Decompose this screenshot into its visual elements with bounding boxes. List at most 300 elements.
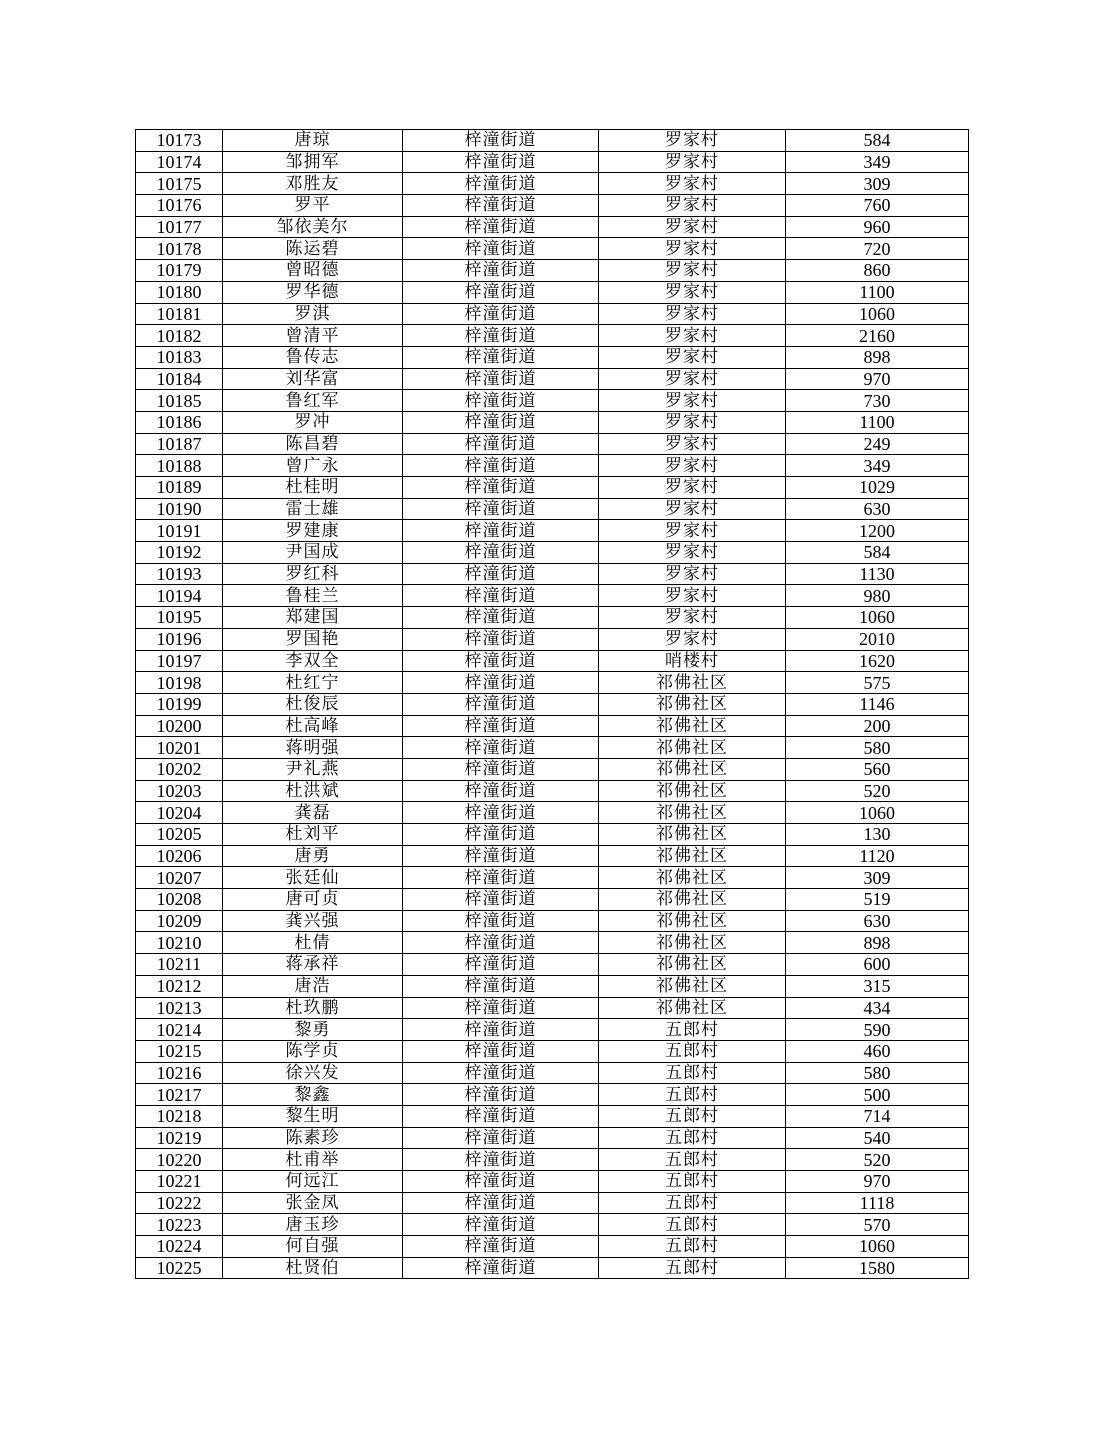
- name-cell: 曾昭德: [223, 260, 403, 282]
- village-cell: 罗家村: [599, 281, 786, 303]
- table-row: [136, 975, 969, 997]
- village-cell: 祁佛社区: [599, 889, 786, 911]
- subdistrict-cell: 梓潼街道: [403, 975, 599, 997]
- amount-cell: 584: [786, 130, 969, 152]
- row-id-cell: 10201: [136, 737, 223, 759]
- name-cell: 杜贤伯: [223, 1257, 403, 1279]
- name-cell: 尹礼燕: [223, 758, 403, 780]
- table-row: [136, 715, 969, 737]
- subdistrict-cell: 梓潼街道: [403, 455, 599, 477]
- amount-cell: 730: [786, 390, 969, 412]
- row-id-cell: 10219: [136, 1127, 223, 1149]
- name-cell: 邹依美尔: [223, 216, 403, 238]
- row-id-cell: 10209: [136, 910, 223, 932]
- name-cell: 陈运碧: [223, 238, 403, 260]
- table-row: [136, 1019, 969, 1041]
- amount-cell: 309: [786, 173, 969, 195]
- table-row: [136, 737, 969, 759]
- table-row: [136, 1214, 969, 1236]
- village-cell: 罗家村: [599, 151, 786, 173]
- table-row: [136, 173, 969, 195]
- amount-cell: 560: [786, 758, 969, 780]
- name-cell: 罗国艳: [223, 628, 403, 650]
- row-id-cell: 10178: [136, 238, 223, 260]
- amount-cell: 460: [786, 1040, 969, 1062]
- subdistrict-cell: 梓潼街道: [403, 758, 599, 780]
- village-cell: 祁佛社区: [599, 997, 786, 1019]
- subdistrict-cell: 梓潼街道: [403, 433, 599, 455]
- village-cell: 哨楼村: [599, 650, 786, 672]
- name-cell: 尹国成: [223, 542, 403, 564]
- amount-cell: 760: [786, 195, 969, 217]
- village-cell: 罗家村: [599, 260, 786, 282]
- subdistrict-cell: 梓潼街道: [403, 368, 599, 390]
- subdistrict-cell: 梓潼街道: [403, 1257, 599, 1279]
- amount-cell: 349: [786, 455, 969, 477]
- name-cell: 李双全: [223, 650, 403, 672]
- row-id-cell: 10224: [136, 1236, 223, 1258]
- row-id-cell: 10203: [136, 780, 223, 802]
- village-cell: 祁佛社区: [599, 954, 786, 976]
- amount-cell: 349: [786, 151, 969, 173]
- table-row: [136, 1149, 969, 1171]
- amount-cell: 315: [786, 975, 969, 997]
- village-cell: 罗家村: [599, 477, 786, 499]
- table-row: [136, 932, 969, 954]
- village-cell: 祁佛社区: [599, 758, 786, 780]
- subdistrict-cell: 梓潼街道: [403, 325, 599, 347]
- subdistrict-cell: 梓潼街道: [403, 997, 599, 1019]
- row-id-cell: 10195: [136, 607, 223, 629]
- row-id-cell: 10177: [136, 216, 223, 238]
- subdistrict-cell: 梓潼街道: [403, 1149, 599, 1171]
- amount-cell: 2160: [786, 325, 969, 347]
- subdistrict-cell: 梓潼街道: [403, 802, 599, 824]
- amount-cell: 630: [786, 498, 969, 520]
- table-row: [136, 954, 969, 976]
- amount-cell: 570: [786, 1214, 969, 1236]
- data-table: [135, 129, 969, 1279]
- village-cell: 五郎村: [599, 1105, 786, 1127]
- row-id-cell: 10181: [136, 303, 223, 325]
- amount-cell: 898: [786, 346, 969, 368]
- row-id-cell: 10200: [136, 715, 223, 737]
- table-row: [136, 628, 969, 650]
- subdistrict-cell: 梓潼街道: [403, 845, 599, 867]
- amount-cell: 519: [786, 889, 969, 911]
- name-cell: 唐琼: [223, 130, 403, 152]
- amount-cell: 1060: [786, 607, 969, 629]
- table-row: [136, 693, 969, 715]
- row-id-cell: 10204: [136, 802, 223, 824]
- table-row: [136, 1040, 969, 1062]
- name-cell: 陈昌碧: [223, 433, 403, 455]
- row-id-cell: 10199: [136, 693, 223, 715]
- name-cell: 鲁传志: [223, 346, 403, 368]
- row-id-cell: 10222: [136, 1192, 223, 1214]
- table-row: [136, 433, 969, 455]
- amount-cell: 980: [786, 585, 969, 607]
- name-cell: 黎鑫: [223, 1084, 403, 1106]
- name-cell: 蒋承祥: [223, 954, 403, 976]
- village-cell: 罗家村: [599, 303, 786, 325]
- name-cell: 黎勇: [223, 1019, 403, 1041]
- subdistrict-cell: 梓潼街道: [403, 260, 599, 282]
- village-cell: 五郎村: [599, 1040, 786, 1062]
- name-cell: 张金凤: [223, 1192, 403, 1214]
- amount-cell: 1060: [786, 802, 969, 824]
- name-cell: 杜倩: [223, 932, 403, 954]
- amount-cell: 714: [786, 1105, 969, 1127]
- village-cell: 祁佛社区: [599, 715, 786, 737]
- row-id-cell: 10188: [136, 455, 223, 477]
- village-cell: 罗家村: [599, 173, 786, 195]
- amount-cell: 590: [786, 1019, 969, 1041]
- name-cell: 唐玉珍: [223, 1214, 403, 1236]
- village-cell: 罗家村: [599, 628, 786, 650]
- table-row: [136, 1084, 969, 1106]
- amount-cell: 898: [786, 932, 969, 954]
- amount-cell: 520: [786, 780, 969, 802]
- row-id-cell: 10184: [136, 368, 223, 390]
- table-row: [136, 260, 969, 282]
- amount-cell: 540: [786, 1127, 969, 1149]
- row-id-cell: 10212: [136, 975, 223, 997]
- row-id-cell: 10191: [136, 520, 223, 542]
- village-cell: 罗家村: [599, 368, 786, 390]
- row-id-cell: 10185: [136, 390, 223, 412]
- amount-cell: 200: [786, 715, 969, 737]
- table-row: [136, 520, 969, 542]
- row-id-cell: 10216: [136, 1062, 223, 1084]
- table-row: [136, 216, 969, 238]
- row-id-cell: 10182: [136, 325, 223, 347]
- subdistrict-cell: 梓潼街道: [403, 411, 599, 433]
- subdistrict-cell: 梓潼街道: [403, 954, 599, 976]
- amount-cell: 1146: [786, 693, 969, 715]
- row-id-cell: 10175: [136, 173, 223, 195]
- name-cell: 黎生明: [223, 1105, 403, 1127]
- row-id-cell: 10206: [136, 845, 223, 867]
- amount-cell: 249: [786, 433, 969, 455]
- row-id-cell: 10208: [136, 889, 223, 911]
- village-cell: 罗家村: [599, 607, 786, 629]
- village-cell: 罗家村: [599, 563, 786, 585]
- village-cell: 五郎村: [599, 1171, 786, 1193]
- village-cell: 五郎村: [599, 1062, 786, 1084]
- subdistrict-cell: 梓潼街道: [403, 151, 599, 173]
- name-cell: 龚磊: [223, 802, 403, 824]
- subdistrict-cell: 梓潼街道: [403, 542, 599, 564]
- village-cell: 祁佛社区: [599, 672, 786, 694]
- name-cell: 何自强: [223, 1236, 403, 1258]
- row-id-cell: 10190: [136, 498, 223, 520]
- village-cell: 祁佛社区: [599, 737, 786, 759]
- village-cell: 罗家村: [599, 455, 786, 477]
- subdistrict-cell: 梓潼街道: [403, 346, 599, 368]
- amount-cell: 1100: [786, 411, 969, 433]
- row-id-cell: 10187: [136, 433, 223, 455]
- subdistrict-cell: 梓潼街道: [403, 563, 599, 585]
- subdistrict-cell: 梓潼街道: [403, 780, 599, 802]
- table-row: [136, 477, 969, 499]
- row-id-cell: 10202: [136, 758, 223, 780]
- row-id-cell: 10194: [136, 585, 223, 607]
- name-cell: 刘华富: [223, 368, 403, 390]
- subdistrict-cell: 梓潼街道: [403, 281, 599, 303]
- row-id-cell: 10183: [136, 346, 223, 368]
- subdistrict-cell: 梓潼街道: [403, 910, 599, 932]
- subdistrict-cell: 梓潼街道: [403, 889, 599, 911]
- amount-cell: 970: [786, 1171, 969, 1193]
- row-id-cell: 10205: [136, 824, 223, 846]
- table-row: [136, 1127, 969, 1149]
- table-row: [136, 498, 969, 520]
- amount-cell: 1200: [786, 520, 969, 542]
- table-row: [136, 346, 969, 368]
- name-cell: 罗平: [223, 195, 403, 217]
- village-cell: 五郎村: [599, 1084, 786, 1106]
- village-cell: 祁佛社区: [599, 824, 786, 846]
- table-row: [136, 563, 969, 585]
- amount-cell: 1120: [786, 845, 969, 867]
- name-cell: 罗冲: [223, 411, 403, 433]
- table-row: [136, 585, 969, 607]
- village-cell: 五郎村: [599, 1192, 786, 1214]
- name-cell: 鲁桂兰: [223, 585, 403, 607]
- village-cell: 罗家村: [599, 238, 786, 260]
- name-cell: 何远江: [223, 1171, 403, 1193]
- amount-cell: 580: [786, 737, 969, 759]
- amount-cell: 1118: [786, 1192, 969, 1214]
- table-row: [136, 281, 969, 303]
- village-cell: 五郎村: [599, 1236, 786, 1258]
- subdistrict-cell: 梓潼街道: [403, 824, 599, 846]
- table-row: [136, 1236, 969, 1258]
- amount-cell: 575: [786, 672, 969, 694]
- table-row: [136, 889, 969, 911]
- amount-cell: 1029: [786, 477, 969, 499]
- village-cell: 祁佛社区: [599, 975, 786, 997]
- row-id-cell: 10207: [136, 867, 223, 889]
- amount-cell: 970: [786, 368, 969, 390]
- table-row: [136, 455, 969, 477]
- subdistrict-cell: 梓潼街道: [403, 1019, 599, 1041]
- row-id-cell: 10176: [136, 195, 223, 217]
- village-cell: 五郎村: [599, 1019, 786, 1041]
- row-id-cell: 10210: [136, 932, 223, 954]
- table-row: [136, 542, 969, 564]
- name-cell: 杜红宁: [223, 672, 403, 694]
- village-cell: 罗家村: [599, 585, 786, 607]
- village-cell: 罗家村: [599, 542, 786, 564]
- village-cell: 罗家村: [599, 325, 786, 347]
- subdistrict-cell: 梓潼街道: [403, 195, 599, 217]
- amount-cell: 1580: [786, 1257, 969, 1279]
- name-cell: 陈素珍: [223, 1127, 403, 1149]
- row-id-cell: 10179: [136, 260, 223, 282]
- subdistrict-cell: 梓潼街道: [403, 520, 599, 542]
- subdistrict-cell: 梓潼街道: [403, 650, 599, 672]
- row-id-cell: 10198: [136, 672, 223, 694]
- village-cell: 罗家村: [599, 390, 786, 412]
- name-cell: 邹拥军: [223, 151, 403, 173]
- name-cell: 杜洪斌: [223, 780, 403, 802]
- subdistrict-cell: 梓潼街道: [403, 1192, 599, 1214]
- village-cell: 五郎村: [599, 1214, 786, 1236]
- name-cell: 曾清平: [223, 325, 403, 347]
- subdistrict-cell: 梓潼街道: [403, 390, 599, 412]
- table-row: [136, 1105, 969, 1127]
- subdistrict-cell: 梓潼街道: [403, 607, 599, 629]
- subdistrict-cell: 梓潼街道: [403, 1105, 599, 1127]
- amount-cell: 580: [786, 1062, 969, 1084]
- village-cell: 罗家村: [599, 498, 786, 520]
- village-cell: 祁佛社区: [599, 910, 786, 932]
- row-id-cell: 10214: [136, 1019, 223, 1041]
- village-cell: 五郎村: [599, 1127, 786, 1149]
- name-cell: 杜俊辰: [223, 693, 403, 715]
- amount-cell: 2010: [786, 628, 969, 650]
- village-cell: 祁佛社区: [599, 802, 786, 824]
- table-row: [136, 151, 969, 173]
- subdistrict-cell: 梓潼街道: [403, 216, 599, 238]
- amount-cell: 1620: [786, 650, 969, 672]
- table-row: [136, 672, 969, 694]
- name-cell: 罗华德: [223, 281, 403, 303]
- row-id-cell: 10189: [136, 477, 223, 499]
- subdistrict-cell: 梓潼街道: [403, 1127, 599, 1149]
- village-cell: 祁佛社区: [599, 845, 786, 867]
- name-cell: 杜甫举: [223, 1149, 403, 1171]
- name-cell: 杜桂明: [223, 477, 403, 499]
- amount-cell: 1060: [786, 303, 969, 325]
- row-id-cell: 10221: [136, 1171, 223, 1193]
- name-cell: 罗建康: [223, 520, 403, 542]
- name-cell: 杜刘平: [223, 824, 403, 846]
- amount-cell: 309: [786, 867, 969, 889]
- name-cell: 罗淇: [223, 303, 403, 325]
- village-cell: 五郎村: [599, 1149, 786, 1171]
- village-cell: 祁佛社区: [599, 932, 786, 954]
- name-cell: 唐浩: [223, 975, 403, 997]
- table-row: [136, 411, 969, 433]
- name-cell: 邓胜友: [223, 173, 403, 195]
- subdistrict-cell: 梓潼街道: [403, 932, 599, 954]
- subdistrict-cell: 梓潼街道: [403, 1040, 599, 1062]
- village-cell: 祁佛社区: [599, 867, 786, 889]
- name-cell: 陈学贞: [223, 1040, 403, 1062]
- table-row: [136, 758, 969, 780]
- name-cell: 唐勇: [223, 845, 403, 867]
- village-cell: 罗家村: [599, 411, 786, 433]
- name-cell: 杜高峰: [223, 715, 403, 737]
- name-cell: 徐兴发: [223, 1062, 403, 1084]
- table-row: [136, 303, 969, 325]
- subdistrict-cell: 梓潼街道: [403, 173, 599, 195]
- village-cell: 罗家村: [599, 520, 786, 542]
- name-cell: 唐可贞: [223, 889, 403, 911]
- amount-cell: 1060: [786, 1236, 969, 1258]
- amount-cell: 500: [786, 1084, 969, 1106]
- table-row: [136, 238, 969, 260]
- subdistrict-cell: 梓潼街道: [403, 672, 599, 694]
- subdistrict-cell: 梓潼街道: [403, 737, 599, 759]
- amount-cell: 130: [786, 824, 969, 846]
- row-id-cell: 10213: [136, 997, 223, 1019]
- row-id-cell: 10225: [136, 1257, 223, 1279]
- row-id-cell: 10192: [136, 542, 223, 564]
- table-row: [136, 845, 969, 867]
- village-cell: 五郎村: [599, 1257, 786, 1279]
- row-id-cell: 10180: [136, 281, 223, 303]
- row-id-cell: 10218: [136, 1105, 223, 1127]
- table-row: [136, 1171, 969, 1193]
- amount-cell: 1130: [786, 563, 969, 585]
- name-cell: 杜玖鹏: [223, 997, 403, 1019]
- table-row: [136, 802, 969, 824]
- row-id-cell: 10220: [136, 1149, 223, 1171]
- row-id-cell: 10196: [136, 628, 223, 650]
- amount-cell: 584: [786, 542, 969, 564]
- table-row: [136, 607, 969, 629]
- subdistrict-cell: 梓潼街道: [403, 585, 599, 607]
- subdistrict-cell: 梓潼街道: [403, 1214, 599, 1236]
- name-cell: 罗红科: [223, 563, 403, 585]
- table-row: [136, 130, 969, 152]
- subdistrict-cell: 梓潼街道: [403, 867, 599, 889]
- name-cell: 蒋明强: [223, 737, 403, 759]
- row-id-cell: 10186: [136, 411, 223, 433]
- subdistrict-cell: 梓潼街道: [403, 1084, 599, 1106]
- row-id-cell: 10215: [136, 1040, 223, 1062]
- subdistrict-cell: 梓潼街道: [403, 1236, 599, 1258]
- table-row: [136, 910, 969, 932]
- subdistrict-cell: 梓潼街道: [403, 693, 599, 715]
- table-row: [136, 824, 969, 846]
- subdistrict-cell: 梓潼街道: [403, 1062, 599, 1084]
- amount-cell: 960: [786, 216, 969, 238]
- name-cell: 鲁红军: [223, 390, 403, 412]
- table-body: [136, 130, 969, 1279]
- village-cell: 罗家村: [599, 216, 786, 238]
- name-cell: 郑建国: [223, 607, 403, 629]
- table-row: [136, 390, 969, 412]
- village-cell: 罗家村: [599, 130, 786, 152]
- row-id-cell: 10223: [136, 1214, 223, 1236]
- subdistrict-cell: 梓潼街道: [403, 715, 599, 737]
- amount-cell: 1100: [786, 281, 969, 303]
- subdistrict-cell: 梓潼街道: [403, 1171, 599, 1193]
- row-id-cell: 10217: [136, 1084, 223, 1106]
- row-id-cell: 10173: [136, 130, 223, 152]
- table-row: [136, 867, 969, 889]
- table-row: [136, 780, 969, 802]
- amount-cell: 630: [786, 910, 969, 932]
- name-cell: 龚兴强: [223, 910, 403, 932]
- amount-cell: 520: [786, 1149, 969, 1171]
- subdistrict-cell: 梓潼街道: [403, 130, 599, 152]
- village-cell: 祁佛社区: [599, 693, 786, 715]
- village-cell: 罗家村: [599, 195, 786, 217]
- subdistrict-cell: 梓潼街道: [403, 628, 599, 650]
- amount-cell: 600: [786, 954, 969, 976]
- table-row: [136, 650, 969, 672]
- row-id-cell: 10211: [136, 954, 223, 976]
- table-row: [136, 1062, 969, 1084]
- amount-cell: 434: [786, 997, 969, 1019]
- name-cell: 雷士雄: [223, 498, 403, 520]
